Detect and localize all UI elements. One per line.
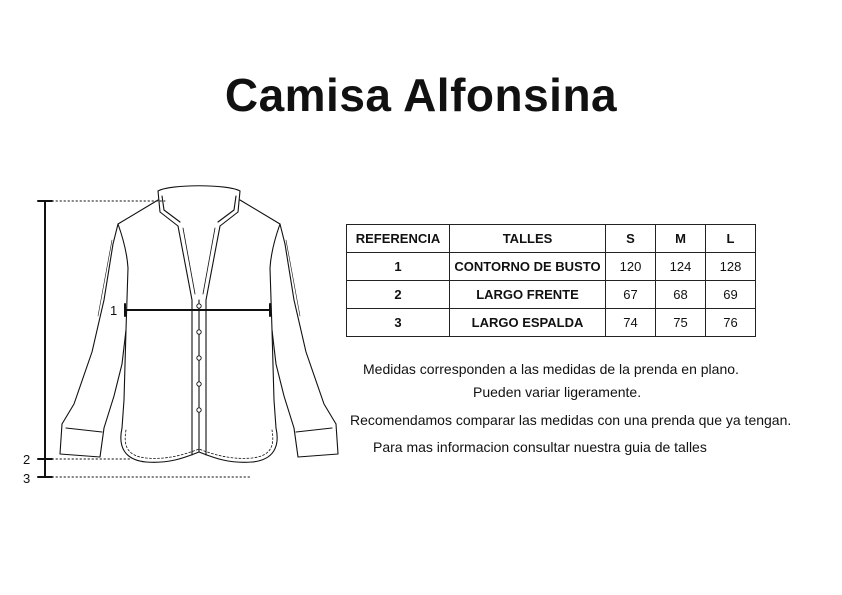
button-icon [197, 408, 201, 412]
measure-label-3: 3 [23, 471, 31, 486]
measure-label-2: 2 [23, 452, 31, 467]
page-title: Camisa Alfonsina [224, 69, 618, 121]
note-more-info: Para mas informacion consultar nuestra guia de talles [373, 439, 707, 455]
size-table [346, 224, 756, 337]
measure-label-1: 1 [110, 303, 118, 318]
header-referencia: REFERENCIA [347, 225, 450, 253]
header-size-m: M [656, 225, 706, 253]
row-value-l: 76 [706, 309, 756, 337]
row-talle: CONTORNO DE BUSTO [450, 253, 606, 281]
shirt-outline [60, 186, 338, 463]
row-value-s: 120 [606, 253, 656, 281]
note-variation: Pueden variar ligeramente. [473, 384, 642, 400]
row-value-m: 124 [656, 253, 706, 281]
table-row [347, 309, 756, 337]
button-icon [197, 330, 201, 334]
button-icon [197, 382, 201, 386]
row-talle: LARGO FRENTE [450, 281, 606, 309]
note-recommendation: Recomendamos comparar las medidas con una prenda que ya tengan. [350, 412, 792, 428]
table-row [347, 253, 756, 281]
table-header-row [347, 225, 756, 253]
button-icon [197, 304, 201, 308]
row-ref: 2 [347, 281, 450, 309]
header-size-s: S [606, 225, 656, 253]
note-measures: Medidas corresponden a las medidas de la prenda en plano. [363, 361, 739, 377]
row-ref: 1 [347, 253, 450, 281]
row-value-l: 128 [706, 253, 756, 281]
row-value-l: 69 [706, 281, 756, 309]
header-size-l: L [706, 225, 756, 253]
header-talles: TALLES [450, 225, 606, 253]
measure-guides [52, 201, 250, 477]
row-value-s: 74 [606, 309, 656, 337]
table-row [347, 281, 756, 309]
row-ref: 3 [347, 309, 450, 337]
row-value-m: 75 [656, 309, 706, 337]
row-value-s: 67 [606, 281, 656, 309]
button-icon [197, 356, 201, 360]
length-measure-line [38, 201, 52, 477]
row-talle: LARGO ESPALDA [450, 309, 606, 337]
row-value-m: 68 [656, 281, 706, 309]
